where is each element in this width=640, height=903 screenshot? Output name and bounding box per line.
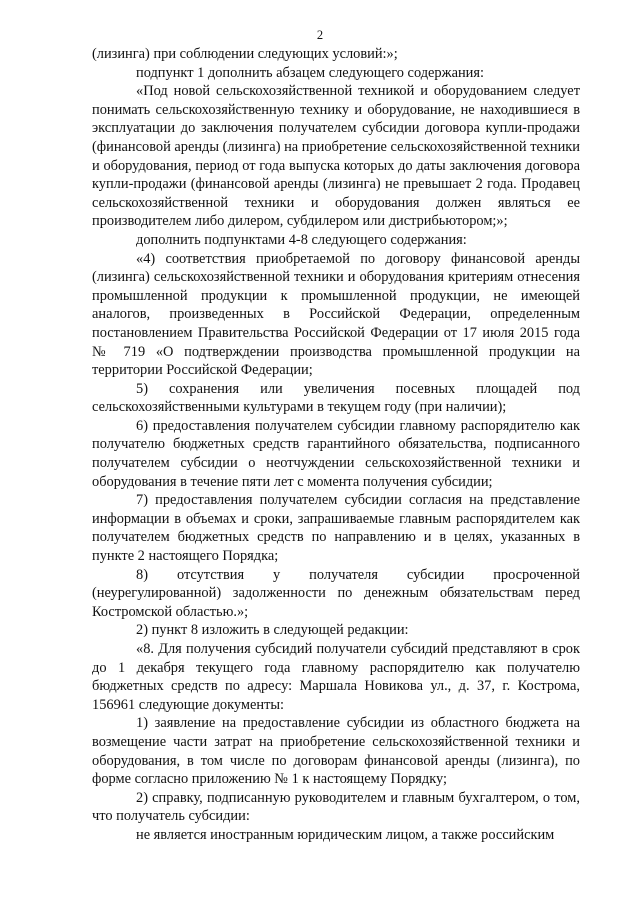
paragraph: 1) заявление на предоставление субсидии из областного бюджета на возмещение части затрат на приобретение сельскохозяйственной техники и оборудования, в том числе по договорам финансовой аренды (лизинга), по форме согласно приложению № 1 к настоящему Порядку; [92, 715, 580, 788]
paragraph: 8) отсутствия у получателя субсидии просроченной (неурегулированной) задолженности по денежным обязательствам перед Костромской областью.»; [92, 566, 580, 620]
paragraph: 2) справку, подписанную руководителем и главным бухгалтером, о том, что получатель субсидии: [92, 789, 580, 825]
paragraph: 6) предоставления получателем субсидии главному распорядителю как получателю бюджетных средств гарантийного обязательства, подписанного получателем субсидии о неотчуждении сельскохозяйственной техники и оборудования в течение пяти лет с момента получения субсидии; [92, 417, 580, 490]
paragraph: подпункт 1 дополнить абзацем следующего содержания: [136, 64, 484, 81]
paragraph: 7) предоставления получателем субсидии согласия на представление информации в объемах и сроки, запрашиваемые главным распорядителем как получателем бюджетных средств по направлению и в целях, указанных в пункте 2 настоящего Порядка; [92, 492, 580, 565]
paragraph: 2) пункт 8 изложить в следующей редакции: [136, 622, 409, 639]
paragraph: «4) соответствия приобретаемой по договору финансовой аренды (лизинга) сельскохозяйственной техники и оборудования критериям отнесения промышленной продукции к промышленной продукции, не имеющей аналогов, произведенных в Российской Федерации, определенным постановлением Правительства Российской Федерации от 17 июля 2015 года № 719 «О подтверждении производства промышленной продукции на территории Российской Федерации; [92, 250, 580, 379]
document-body [92, 45, 580, 845]
paragraph: «Под новой сельскохозяйственной техникой и оборудованием следует понимать сельскохозяйственную технику и оборудование, не находившиеся в эксплуатации до заключения получателем субсидии договора купли-продажи (финансовой аренды (лизинга) на приобретение сельскохозяйственной техники и оборудования, период от года выпуска которых до даты заключения договора купли-продажи (финансовой аренды (лизинга) не превышает 2 года. Продавец сельскохозяйственной техники и оборудования должен являться ее производителем либо дилером, субдилером или дистрибьютором;»; [92, 83, 581, 230]
paragraph: 5) сохранения или увеличения посевных площадей под сельскохозяйственными культурами в текущем году (при наличии); [92, 380, 580, 416]
paragraph: (лизинга) при соблюдении следующих условий:»; [92, 46, 398, 62]
paragraph: дополнить подпунктами 4-8 следующего содержания: [136, 231, 467, 248]
page-number: 2 [316, 28, 324, 42]
paragraph: не является иностранным юридическим лицом, а также российским [136, 826, 555, 843]
paragraph: «8. Для получения субсидий получатели субсидий представляют в срок до 1 декабря текущего года главному распорядителю как получателю бюджетных средств по адресу: Маршала Новикова ул., д. 37, г. Кострома, 156961 следующие документы: [92, 641, 580, 713]
